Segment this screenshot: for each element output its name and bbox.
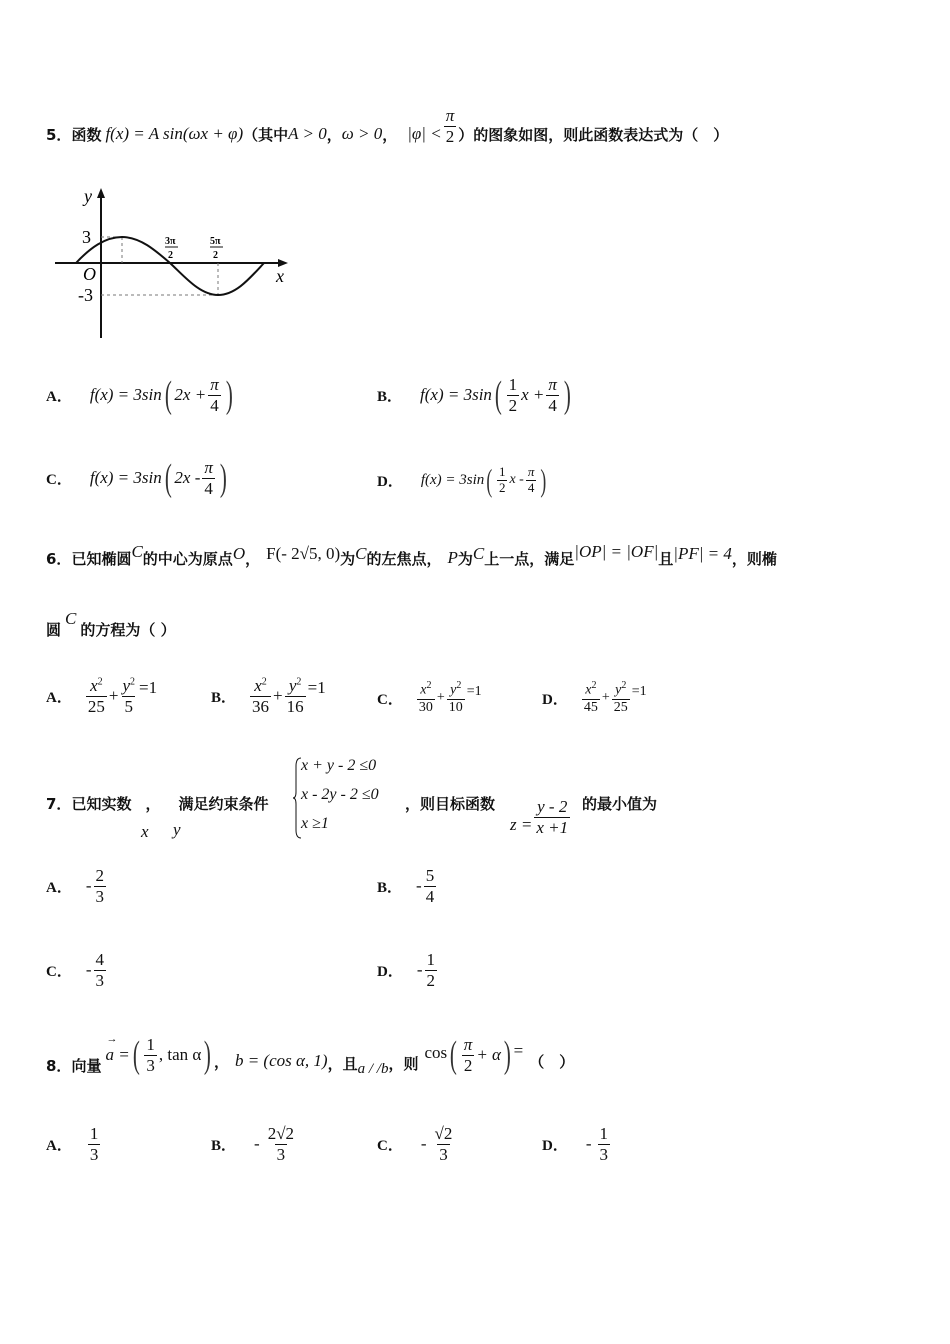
q5-option-a-num: π [210, 374, 219, 394]
q5-option-d[interactable] [377, 458, 549, 502]
q6-option-c-y: y [450, 682, 457, 698]
q6-option-c-x-sq: 2 [426, 680, 432, 692]
q6-option-b-x-sq: 2 [261, 676, 267, 688]
q8-option-a-den: 3 [89, 1144, 99, 1164]
q8-option-a-frac [88, 1124, 101, 1164]
q5-option-a[interactable] [46, 372, 235, 418]
q8-tan: , tan α [158, 1045, 202, 1064]
q7-option-c-num: 4 [95, 949, 105, 969]
q6-option-a-label: A． [46, 689, 72, 706]
q8-arrow: → [106, 1033, 118, 1045]
q7-option-c-label: C． [46, 963, 72, 980]
q6-option-d-xfrac [582, 680, 600, 716]
q7-option-a-num: 2 [95, 865, 105, 885]
q6-option-d-b: 25 [613, 699, 628, 715]
q7-constraints [293, 756, 405, 840]
q6-option-d-x-sq: 2 [591, 680, 597, 692]
q5-option-c-den: 4 [204, 478, 213, 498]
q8-option-d-num: 1 [599, 1123, 609, 1143]
q5-function: f(x) = A sin(ωx + φ) [105, 124, 244, 143]
q6-text-9: 圆 [46, 620, 62, 639]
q5-two: 2 [445, 126, 455, 146]
q8-number: 8． [46, 1056, 72, 1075]
q6-c-3: C [472, 544, 485, 563]
q6-text-10: 的方程为（ ） [80, 620, 176, 639]
q8-option-c[interactable] [377, 1120, 456, 1168]
q6-option-a[interactable] [46, 672, 157, 720]
q5-stem: 函数 [71, 125, 102, 144]
q7-number: 7． [46, 794, 72, 813]
q5-option-d-head: f(x) = 3sin [420, 471, 485, 488]
q8-option-c-den: 3 [439, 1144, 448, 1164]
q8-option-b-label: B． [211, 1137, 237, 1154]
q7-option-c-den: 3 [95, 970, 105, 990]
q5-option-a-head: f(x) = 3sin [89, 385, 162, 404]
q6-option-a-eq: =1 [138, 678, 158, 697]
q5-option-b-label: B． [377, 388, 403, 405]
q7-option-b-num: 5 [425, 865, 435, 885]
q6-option-b-x: x [254, 675, 262, 695]
q6-option-b-label: B． [211, 689, 237, 706]
q5-option-c-rparen: ) [219, 457, 227, 499]
q5-option-b-coef-den: 2 [508, 395, 518, 415]
q6-option-c-yfrac [447, 680, 465, 716]
q8-third [144, 1035, 157, 1075]
q7-z: z = [510, 815, 533, 834]
q5-option-b-lparen: ( [494, 374, 502, 416]
q7-objective-num: y - 2 [537, 796, 568, 816]
q7-option-a-frac [94, 866, 107, 906]
q5-y-bottom-label: -3 [78, 285, 93, 305]
q6-option-b-a: 36 [252, 696, 270, 716]
q8-rparen: ) [204, 1034, 212, 1076]
q5-option-b-num: π [548, 374, 557, 394]
q7-constraint-2: x - 2y - 2 ≤0 [301, 786, 379, 803]
q8-option-d-den: 3 [599, 1144, 609, 1164]
q5-option-b-coef-num: 1 [508, 374, 518, 394]
q6-option-b-plus: + [273, 686, 283, 705]
q5-stem-line [46, 105, 729, 156]
q6-option-b-y-sq: 2 [296, 676, 302, 688]
q5-pi: π [445, 105, 455, 125]
q8-pi-half [462, 1035, 475, 1075]
q8-two: 2 [463, 1055, 473, 1075]
q7-option-c-frac [94, 950, 107, 990]
q5-cond-a: A > 0 [288, 124, 327, 143]
q8-option-b[interactable] [211, 1120, 298, 1168]
q5-option-d-coef-num: 1 [498, 463, 506, 479]
q8-blank: （ ） [529, 1052, 575, 1071]
q7-option-d[interactable] [377, 946, 439, 994]
q7-option-c[interactable] [46, 946, 108, 994]
q8-cos: cos [424, 1043, 448, 1062]
q5-option-b[interactable] [377, 372, 574, 418]
q5-pi-over-2 [444, 106, 457, 146]
q5-number: 5． [46, 125, 72, 144]
q6-option-d-y-sq: 2 [621, 680, 627, 692]
q8-third-num: 1 [146, 1034, 155, 1054]
q6-option-a-b: 5 [124, 696, 133, 716]
q5-option-d-num: π [527, 463, 535, 479]
q7-option-a-den: 3 [95, 886, 105, 906]
q6-option-d[interactable] [542, 676, 647, 720]
q7-objective-frac [534, 797, 570, 837]
q8-cos-rparen: ) [503, 1034, 511, 1076]
q6-option-d-eq: =1 [631, 684, 647, 699]
q7-option-c-sign: - [85, 960, 92, 979]
q7-text-2: 满足约束条件 [178, 794, 269, 813]
q7-option-b-label: B． [377, 879, 403, 896]
q6-number: 6． [46, 549, 72, 568]
q6-option-a-xfrac [86, 676, 107, 716]
q5-x-label: x [276, 266, 284, 286]
q5-y-label: y [84, 186, 92, 206]
q5-option-a-label: A． [46, 388, 72, 405]
q6-p: P [447, 548, 458, 567]
q7-option-b-frac [424, 866, 437, 906]
q6-option-c-y-sq: 2 [456, 680, 462, 692]
q8-option-b-frac [266, 1124, 296, 1164]
q7-var-y: y [173, 820, 181, 839]
q8-text-3: ，则 [388, 1054, 419, 1073]
q5-option-b-coef [507, 375, 520, 415]
q6-text-1: 已知椭圆 [71, 549, 132, 568]
q5-option-c-frac [202, 458, 215, 498]
q5-tick2-den: 2 [213, 250, 218, 261]
q5-y-arrow [97, 188, 105, 198]
q6-option-a-x: x [90, 675, 98, 695]
q5-option-b-head: f(x) = 3sin [420, 385, 492, 404]
q5-option-c[interactable] [46, 455, 230, 501]
q6-option-b-y: y [288, 675, 297, 695]
q5-tick2-num: 5π [210, 236, 221, 247]
q7-tail [582, 790, 657, 816]
q7-text-3: ，则目标函数 [405, 794, 496, 813]
q8-vector-b: b = (cos α, 1) [234, 1051, 328, 1070]
q5-option-a-inner: 2x + [174, 385, 207, 404]
q6-option-c-b: 10 [448, 699, 463, 715]
q7-stem-line [46, 790, 268, 816]
q5-option-d-coef [497, 465, 508, 496]
q7-objective-line [405, 790, 495, 816]
q6-option-c-label: C． [377, 691, 403, 708]
q6-text-7: 且 [658, 549, 674, 568]
q7-option-b-den: 4 [425, 886, 435, 906]
q6-option-c-x: x [420, 682, 427, 698]
q6-text-5: 为 [457, 549, 473, 568]
q8-option-d-frac [598, 1124, 611, 1164]
q6-option-b-b: 16 [286, 696, 304, 716]
q6-c-1: C [131, 542, 143, 561]
q6-option-c-a: 30 [418, 699, 433, 715]
q6-cond-op-of: |OP| = |OF| [574, 542, 659, 561]
q6-o: O [232, 544, 246, 563]
q6-option-d-yfrac [612, 680, 630, 716]
q6-option-a-x-sq: 2 [97, 676, 103, 688]
q6-option-a-a: 25 [87, 696, 105, 716]
q6-text-8: ，则椭 [731, 549, 777, 568]
q7-constraint-3: x ≥1 [301, 815, 329, 832]
q5-option-c-num: π [204, 457, 213, 477]
q7-option-d-num: 1 [426, 949, 436, 969]
q8-a-eq: a = [105, 1045, 130, 1064]
q6-option-b[interactable] [211, 672, 326, 720]
q8-option-a-num: 1 [89, 1123, 99, 1143]
q8-plus-alpha: + α [476, 1045, 501, 1064]
q5-tick1-den: 2 [168, 250, 173, 261]
q5-option-a-den: 4 [210, 395, 219, 415]
q5-option-d-label: D． [377, 473, 403, 490]
q5-option-a-rparen: ) [225, 374, 233, 416]
q8-option-b-den: 3 [276, 1144, 286, 1164]
q7-objective [510, 792, 572, 842]
q7-text-4: 的最小值为 [582, 794, 658, 813]
q6-option-d-y: y [615, 682, 622, 698]
q6-text-4: 的左焦点， [366, 549, 442, 568]
q5-option-d-rparen: ) [540, 462, 547, 498]
q5-option-a-frac [208, 375, 221, 415]
q5-option-d-inner: x - [509, 472, 524, 487]
q8-option-c-sign: - [420, 1134, 427, 1153]
q5-graph [50, 180, 300, 345]
q8-option-b-sign: - [254, 1134, 260, 1153]
q7-comma: ， [145, 794, 161, 813]
q8-eq: = [513, 1041, 524, 1060]
q6-text-6: 上一点，满足 [484, 549, 575, 568]
q5-option-d-lparen: ( [486, 462, 493, 498]
q6-option-b-xfrac [250, 676, 271, 716]
q6-option-c[interactable] [377, 676, 482, 720]
q5-option-b-den: 4 [548, 395, 557, 415]
q6-option-a-plus: + [108, 686, 119, 705]
q5-tail: ）的图象如图，则此函数表达式为（ ） [458, 125, 729, 144]
q5-option-c-lparen: ( [164, 457, 172, 499]
q5-option-c-label: C． [46, 471, 72, 488]
q8-option-b-num: 2√2 [267, 1123, 295, 1143]
q8-option-c-num: √2 [434, 1123, 453, 1143]
q6-option-d-x: x [585, 682, 592, 698]
q7-option-d-sign: - [416, 960, 423, 979]
q7-var-x: x [141, 822, 149, 841]
q7-constraint-1: x + y - 2 ≤0 [301, 757, 377, 774]
q6-option-c-eq: =1 [466, 684, 482, 699]
q6-c-4: C [65, 609, 77, 628]
q8-parallel: a / /b [357, 1060, 389, 1077]
q5-option-b-frac [546, 375, 559, 415]
q5-option-d-den: 4 [527, 479, 535, 495]
q7-text-1: 已知实数 [71, 794, 132, 813]
q5-comma-1: ， [326, 125, 342, 144]
q6-option-a-yfrac [120, 676, 137, 716]
q8-vector-a [105, 1033, 130, 1065]
q8-stem-line [46, 1030, 574, 1080]
q5-origin-label: O [83, 264, 96, 284]
q6-option-b-yfrac [285, 676, 306, 716]
q6-option-c-plus: + [436, 690, 445, 705]
q8-option-d-sign: - [585, 1134, 592, 1153]
q5-option-c-inner: 2x - [174, 468, 201, 487]
q5-option-d-frac [526, 465, 537, 496]
q8-option-d-label: D． [542, 1137, 568, 1154]
q5-option-b-inner: x + [521, 385, 545, 404]
q6-text-2: 的中心为原点 [142, 549, 233, 568]
q6-option-b-eq: =1 [307, 678, 326, 697]
q5-comma-2: ， [382, 125, 398, 144]
q6-stem-line-1 [46, 540, 777, 576]
q7-option-a-label: A． [46, 879, 72, 896]
q8-lparen: ( [132, 1034, 140, 1076]
q8-option-d[interactable] [542, 1120, 612, 1168]
q8-text-1: 向量 [71, 1056, 102, 1075]
q5-y-top-label: 3 [82, 227, 91, 247]
q7-option-d-den: 2 [426, 970, 436, 990]
q6-option-c-xfrac [417, 680, 435, 716]
q7-option-d-frac [425, 950, 438, 990]
q6-cond-pf: |PF| = 4 [673, 544, 732, 563]
q8-option-c-frac [433, 1124, 455, 1164]
q7-option-b-sign: - [416, 876, 422, 895]
q7-option-d-label: D． [377, 963, 403, 980]
q7-option-a[interactable] [46, 862, 108, 910]
q5-option-b-rparen: ) [563, 374, 571, 416]
q8-comma: ， [213, 1052, 229, 1071]
q6-c-2: C [355, 544, 367, 563]
q6-option-a-y: y [122, 675, 130, 695]
q6-option-d-plus: + [601, 690, 610, 705]
q5-option-c-head: f(x) = 3sin [89, 468, 162, 487]
q8-third-den: 3 [146, 1055, 155, 1075]
q8-option-a[interactable] [46, 1120, 102, 1168]
q6-stem-line-2 [46, 609, 176, 646]
q8-option-c-label: C． [377, 1137, 403, 1154]
q6-focus: F(- 2√5, 0) [266, 544, 341, 563]
q6-option-d-a: 45 [583, 699, 598, 715]
q7-option-a-sign: - [85, 876, 92, 895]
q5-tick1-num: 3π [165, 236, 176, 247]
q8-cos-lparen: ( [449, 1034, 457, 1076]
q8-pi: π [463, 1034, 473, 1054]
q7-option-b[interactable] [377, 862, 438, 910]
q7-objective-den: x +1 [536, 817, 569, 837]
q6-option-d-label: D． [542, 691, 568, 708]
q5-option-d-coef-den: 2 [498, 479, 506, 495]
q6-option-a-y-sq: 2 [129, 676, 135, 688]
q5-cond-open: （其中 [243, 125, 289, 144]
q8-text-2: ，且 [327, 1054, 358, 1073]
q5-option-a-lparen: ( [164, 374, 172, 416]
q5-cond-omega: ω > 0 [341, 124, 383, 143]
q6-comma: ， [245, 549, 261, 568]
q8-option-a-label: A． [46, 1137, 72, 1154]
q5-cond-phi: |φ| < [407, 124, 442, 143]
q6-text-3: 为 [340, 549, 356, 568]
